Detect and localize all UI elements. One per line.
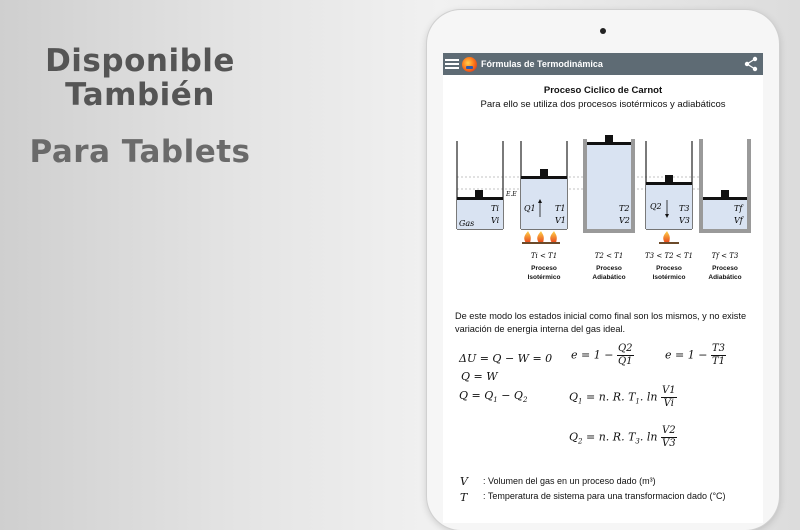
cylinder-initial <box>457 141 503 229</box>
q1-denominator: Vi <box>663 398 674 409</box>
process-label-1-line2: Isotérmico <box>527 274 561 281</box>
stage3-temp: T2 <box>619 204 630 213</box>
q1-numerator: V1 <box>662 385 676 396</box>
process-label-1-line1: Proceso <box>531 265 557 272</box>
cylinder-adiabatic-compression <box>699 139 751 233</box>
process-label-4-line2: Adiabático <box>708 274 742 281</box>
process-label-4-line1: Proceso <box>712 265 738 272</box>
carnot-cycle-diagram <box>453 115 753 297</box>
process-label-3-line2: Isotérmico <box>652 274 686 281</box>
stage4-vol: V3 <box>679 216 690 225</box>
ee-label: E.E <box>506 191 517 198</box>
document-title: Proceso Ciclico de Carnot <box>543 85 663 96</box>
stage2-heat: Q1 <box>524 204 536 213</box>
process-label-2-line1: Proceso <box>596 265 622 272</box>
share-icon[interactable] <box>742 55 760 73</box>
efficiency2-denominator: T1 <box>711 356 725 367</box>
cylinder-isothermal-expansion <box>521 141 567 244</box>
equation-q-sum: $Q = Q_1 - Q_2$ <box>459 389 528 405</box>
process-label-3-line1: Proceso <box>656 265 682 272</box>
stage5-vol: Vf <box>734 216 743 225</box>
promo-line-tablets: Para Tablets <box>29 134 251 170</box>
eq3-lhs: Q = Q <box>459 389 494 402</box>
burner-flames-left <box>522 231 560 244</box>
condition-2: T2 < T1 <box>594 252 624 260</box>
tablet-screen <box>443 53 763 523</box>
stage1-temp: Ti <box>491 204 499 213</box>
equation-efficiency-heat <box>571 343 634 368</box>
efficiency1-prefix: e = 1 − <box>571 348 614 362</box>
efficiency2-prefix: e = 1 − <box>665 348 708 362</box>
q2-denominator: V3 <box>662 438 676 449</box>
burner-flame-right <box>659 231 679 244</box>
promo-line-disponible: Disponible <box>45 43 235 79</box>
equation-q2: $Q_2 = n$. R. $T_3$. ln $\frac{V2}{V3}$ <box>569 425 676 449</box>
document-subtitle: Para ello se utiliza dos procesos isotérmicos y adiabáticos <box>480 99 726 110</box>
q2-numerator: V2 <box>662 425 676 436</box>
variable-symbol-v: V <box>460 475 468 488</box>
efficiency1-denominator: Q1 <box>617 356 633 367</box>
q2-prefix: n. R. T <box>598 430 636 444</box>
cylinder-isothermal-compression <box>646 141 692 244</box>
equation-energy-balance: ΔU = Q − W = 0 <box>459 352 553 365</box>
condition-1: Ti < T1 <box>530 252 558 260</box>
condition-4: Tf < T3 <box>711 252 739 260</box>
stage5-temp: Tf <box>734 204 743 213</box>
q1-prefix: n. R. T <box>598 390 636 404</box>
variable-symbol-t: T <box>460 491 468 504</box>
eq3-rhs: − Q <box>497 389 523 402</box>
q2-mid: . ln <box>639 430 658 444</box>
app-logo-icon <box>462 57 477 72</box>
stage3-vol: V2 <box>619 216 630 225</box>
efficiency1-numerator: Q2 <box>617 343 633 354</box>
stage2-temp: T1 <box>555 204 566 213</box>
promo-line-tambien: También <box>65 77 215 113</box>
variable-description-v: : Volumen del gas en un proceso dado (m³) <box>483 476 656 486</box>
app-title: Fórmulas de Termodinámica <box>481 59 603 69</box>
q1-mid: . ln <box>639 390 658 404</box>
equation-efficiency-temp <box>665 343 726 368</box>
tablet-frame <box>427 10 779 530</box>
process-label-2-line2: Adiabático <box>592 274 626 281</box>
stage2-vol: V1 <box>555 216 566 225</box>
app-bar <box>443 53 763 75</box>
variable-description-t: : Temperatura de sistema para una transformacion dado (°C) <box>483 491 726 501</box>
stage4-temp: T3 <box>679 204 690 213</box>
equation-q1: $Q_1 = n$. R. $T_1$. ln $\frac{V1}{Vi}$ <box>569 385 676 409</box>
stage1-vol: Vi <box>491 216 500 225</box>
equation-q-equals-w: Q = W <box>461 370 498 383</box>
hamburger-menu-icon[interactable] <box>445 59 459 69</box>
cylinder-adiabatic-expansion <box>583 135 635 233</box>
gas-label: Gas <box>459 219 475 228</box>
promo-text <box>0 44 280 170</box>
condition-3: T3 < T2 < T1 <box>645 252 693 260</box>
efficiency2-numerator: T3 <box>711 343 725 354</box>
explanation-paragraph: De este modo los estados inicial como final son los mismos, y no existe variación de energia interna del gas ideal. <box>455 311 747 334</box>
camera-dot <box>600 28 606 34</box>
stage4-heat: Q2 <box>650 202 662 211</box>
